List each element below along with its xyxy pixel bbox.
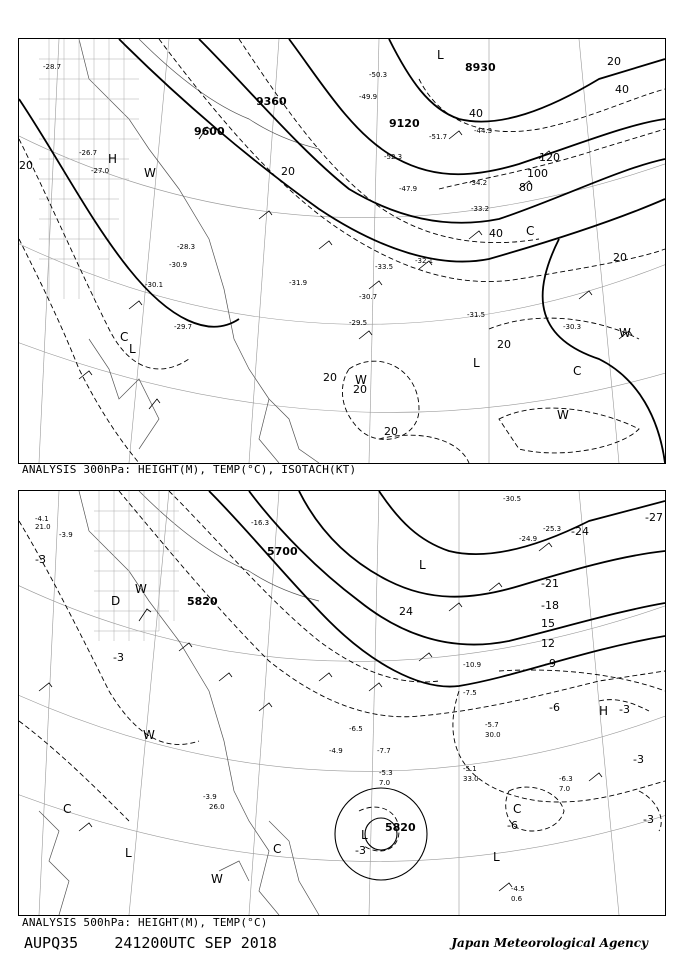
station-temp: -6.3 <box>559 775 573 783</box>
station-temp: 7.0 <box>559 785 571 793</box>
station-temp: 26.0 <box>209 803 225 811</box>
isotach-label: 20 <box>613 251 627 264</box>
station-temp: -16.3 <box>251 519 270 527</box>
station-temp: -32.1 <box>415 257 434 265</box>
station-temp: -30.1 <box>145 281 164 289</box>
isotach-label: 20 <box>281 165 295 178</box>
low-ring-outer <box>335 788 427 880</box>
warm-center: W <box>144 166 156 180</box>
isotherm-label: -3 <box>35 553 46 566</box>
station-temp: -5.7 <box>485 721 499 729</box>
height-label: 5820 <box>187 595 218 608</box>
station-temp: -10.9 <box>463 661 482 669</box>
station-temp: -24.9 <box>519 535 538 543</box>
cold-center: C <box>120 330 129 344</box>
height-label: 5820 <box>385 821 416 834</box>
isotach-label: 40 <box>469 107 483 120</box>
station-temp: -50.3 <box>369 71 388 79</box>
wind-barbs <box>39 543 602 891</box>
isotherm-label: 15 <box>541 617 555 630</box>
station-temps <box>35 495 573 903</box>
chart-id-line <box>24 934 277 952</box>
station-temp: -34.2 <box>469 179 488 187</box>
isotach-label: 20 <box>323 371 337 384</box>
chart-id: AUPQ35 <box>24 934 79 952</box>
station-temp: -28.3 <box>177 243 196 251</box>
station-temp: -31.5 <box>467 311 486 319</box>
isotach-label: 120 <box>539 151 560 164</box>
station-temp: 7.0 <box>379 779 391 787</box>
station-temp: -27.0 <box>91 167 110 175</box>
isotach-labels <box>19 55 629 438</box>
isotach-label: 20 <box>19 159 33 172</box>
isotach-label: 40 <box>615 83 629 96</box>
station-temp: -26.7 <box>79 149 98 157</box>
height-contours <box>19 39 665 463</box>
station-temp: -44.3 <box>474 127 493 135</box>
station-temp: 30.0 <box>485 731 501 739</box>
isotherm-label: -9 <box>545 657 556 670</box>
isotach-label: 20 <box>384 425 398 438</box>
isotherm-label: 12 <box>541 637 555 650</box>
isotherm-label: -3 <box>355 844 366 857</box>
isotherm-label: -3 <box>619 703 630 716</box>
station-temp: -29.7 <box>174 323 193 331</box>
cold-center: C <box>513 802 522 816</box>
station-temp: -29.5 <box>349 319 368 327</box>
height-label: 8930 <box>465 61 496 74</box>
station-temp: -31.9 <box>289 279 308 287</box>
isotherm-contours <box>19 491 665 851</box>
warm-center: W <box>211 872 223 886</box>
height-label: 9600 <box>194 125 225 138</box>
isotherm-label: -21 <box>541 577 559 590</box>
warm-center: W <box>557 408 569 422</box>
station-temp: -30.5 <box>503 495 522 503</box>
station-temp: -51.7 <box>429 133 448 141</box>
map-500hpa-canvas <box>19 491 665 915</box>
cold-center: C <box>526 224 535 238</box>
station-temp: -30.3 <box>563 323 582 331</box>
isotherm-label: -3 <box>643 813 654 826</box>
station-temp: -3.9 <box>59 531 73 539</box>
map-300hpa-canvas <box>19 39 665 463</box>
isotach-label: 20 <box>497 338 511 351</box>
station-temp: -6.5 <box>349 725 363 733</box>
warm-center: W <box>355 373 367 387</box>
station-temp: -5.1 <box>463 765 477 773</box>
station-temp: -30.7 <box>359 293 378 301</box>
cold-center: C <box>63 802 72 816</box>
station-temp: -28.7 <box>43 63 62 71</box>
isotherm-label: -3 <box>633 753 644 766</box>
isotherm-label: 24 <box>399 605 413 618</box>
station-temp: -47.9 <box>399 185 418 193</box>
station-temp: 21.0 <box>35 523 51 531</box>
chart-datetime: 241200UTC SEP 2018 <box>114 934 277 952</box>
caption-300hpa: ANALYSIS 300hPa: HEIGHT(M), TEMP(°C), ISOTACH(KT) <box>22 463 357 476</box>
cold-center: C <box>273 842 282 856</box>
center-mark: D <box>111 594 121 608</box>
low-center: L <box>419 558 426 572</box>
station-temp: -5.3 <box>379 769 393 777</box>
agency-name: Japan Meteorological Agency <box>451 936 648 950</box>
warm-center: W <box>135 582 147 596</box>
station-temp: -3.9 <box>203 793 217 801</box>
caption-500hpa: ANALYSIS 500hPa: HEIGHT(M), TEMP(°C) <box>22 916 268 929</box>
height-labels <box>194 61 496 138</box>
station-temp: -7.5 <box>463 689 477 697</box>
wind-barbs <box>79 127 632 409</box>
station-temp: -33.5 <box>375 263 394 271</box>
station-temp: -52.3 <box>384 153 403 161</box>
isotach-label: 20 <box>353 383 367 396</box>
station-temp: 0.6 <box>511 895 523 903</box>
graticule <box>19 491 665 915</box>
low-center: L <box>361 828 368 842</box>
height-label: 9120 <box>389 117 420 130</box>
low-center: L <box>125 846 132 860</box>
height-label: 9360 <box>256 95 287 108</box>
station-temp: -4.5 <box>511 885 525 893</box>
isotherm-label: -24 <box>571 525 589 538</box>
height-labels <box>187 545 416 834</box>
isotherm-label: -27 <box>645 511 663 524</box>
map-panel-500hpa <box>18 490 666 916</box>
station-temp: -4.1 <box>35 515 49 523</box>
high-center: H <box>599 704 609 718</box>
warm-center: W <box>619 326 631 340</box>
low-center: L <box>129 342 136 356</box>
low-center: L <box>473 356 480 370</box>
map-panel-300hpa <box>18 38 666 464</box>
cold-center: C <box>573 364 582 378</box>
height-label: 5700 <box>267 545 298 558</box>
warm-center: W <box>143 728 155 742</box>
isotach-label: 40 <box>489 227 503 240</box>
high-center: H <box>108 152 118 166</box>
station-temps <box>43 63 581 331</box>
isotherm-label: -6 <box>549 701 560 714</box>
station-temp: -30.9 <box>169 261 188 269</box>
station-temp: 33.0 <box>463 775 479 783</box>
isotherm-label: -18 <box>541 599 559 612</box>
station-temp: -25.3 <box>543 525 562 533</box>
low-center: L <box>437 48 444 62</box>
grid-hatch <box>94 491 179 641</box>
isotherm-label: -6 <box>507 819 518 832</box>
isotach-label: 20 <box>607 55 621 68</box>
isotach-label: 80 <box>519 181 533 194</box>
station-temp: -49.9 <box>359 93 378 101</box>
isotach-label: 100 <box>527 167 548 180</box>
station-temp: -7.7 <box>377 747 391 755</box>
low-center: L <box>493 850 500 864</box>
station-temp: -4.9 <box>329 747 343 755</box>
station-temp: -33.2 <box>471 205 490 213</box>
isotherm-label: -3 <box>113 651 124 664</box>
